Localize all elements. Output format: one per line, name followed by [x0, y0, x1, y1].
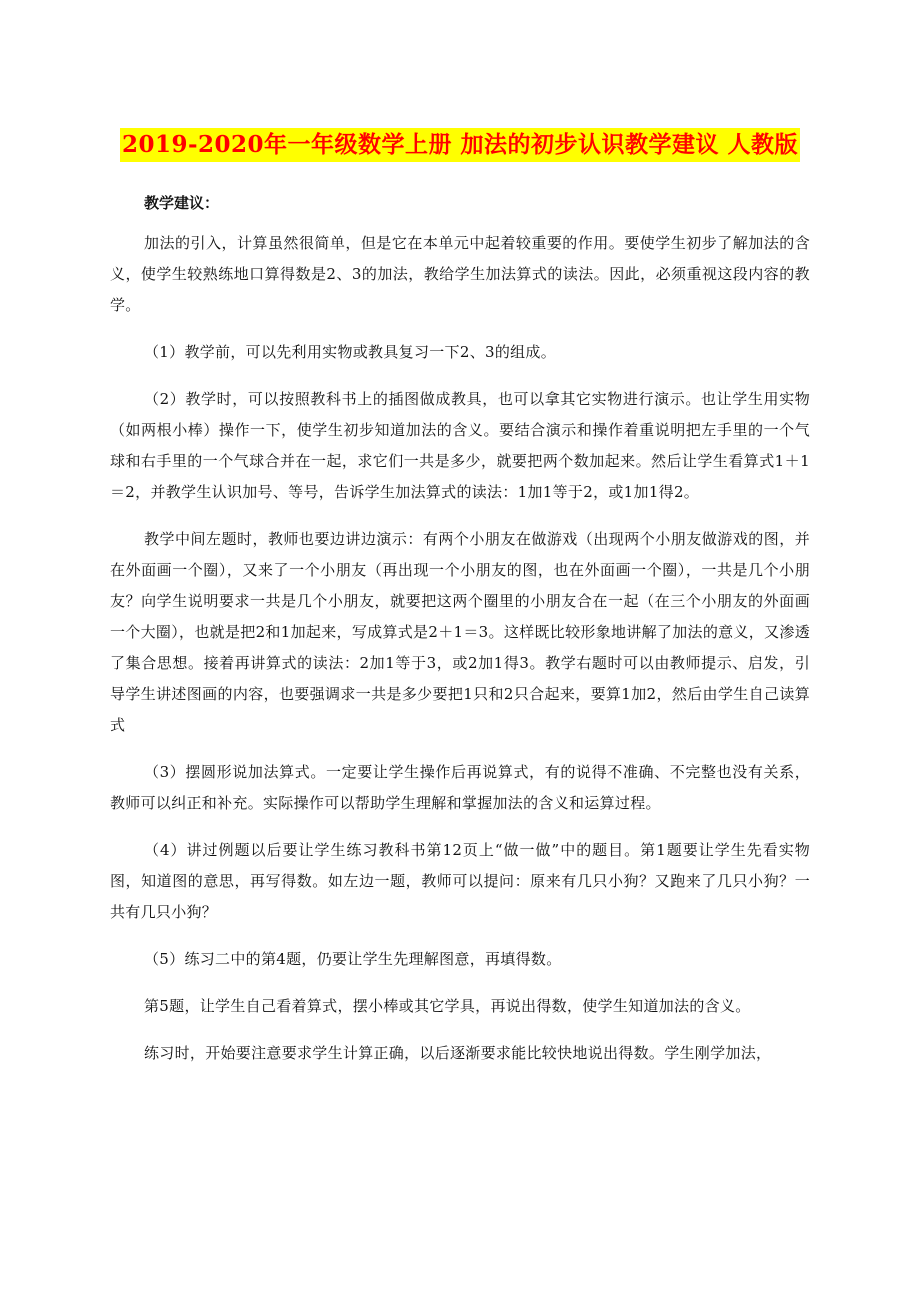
paragraph: 练习时，开始要注意要求学生计算正确，以后逐渐要求能比较快地说出得数。学生刚学加法，: [144, 1044, 772, 1062]
paragraph: （4）讲过例题以后要让学生练习教科书第12页上“做一做”中的题目。第1题要让学生先看实物图，知道图的意思，再写得数。如左边一题，教师可以提问：原来有几只小狗？又跑来了几只小狗？一共有几只小狗？: [110, 841, 810, 921]
paragraph: 第5题，让学生自己看着算式，摆小棒或其它学具，再说出得数，使学生知道加法的含义。: [144, 997, 751, 1015]
paragraph: （5）练习二中的第4题，仍要让学生先理解图意，再填得数。: [144, 950, 562, 968]
document-title: 2019-2020年一年级数学上册 加法的初步认识教学建议 人教版: [120, 128, 800, 162]
title-container: [0, 128, 920, 162]
section-heading: 教学建议：: [144, 194, 220, 212]
paragraph: 教学中间左题时，教师也要边讲边演示：有两个小朋友在做游戏（出现两个小朋友做游戏的图，并在外面画一个圈），又来了一个小朋友（再出现一个小朋友的图，也在外面画一个圈），一共是几个小朋友？向学生说明要求一共是几个小朋友，就要把这两个圈里的小朋友合在一起（在三个小朋友的外面画一个大圈），也就是把2和1加起来，写成算式是2＋1＝3。这样既比较形象地讲解了加法的意义，又渗透了集合思想。接着再讲算式的读法：2加1等于3，或2加1得3。教学右题时可以由教师提示、启发，引导学生讲述图画的内容，也要强调求一共是多少要把1只和2只合起来，要算1加2，然后由学生自己读算式: [110, 530, 810, 734]
paragraph: （3）摆圆形说加法算式。一定要让学生操作后再说算式，有的说得不准确、不完整也没有关系，教师可以纠正和补充。实际操作可以帮助学生理解和掌握加法的含义和运算过程。: [110, 763, 810, 812]
paragraph: （2）教学时，可以按照教科书上的插图做成教具，也可以拿其它实物进行演示。也让学生用实物（如两根小棒）操作一下，使学生初步知道加法的含义。要结合演示和操作着重说明把左手里的一个气球和右手里的一个气球合并在一起，求它们一共是多少，就要把两个数加起来。然后让学生看算式1＋1＝2，并教学生认识加号、等号，告诉学生加法算式的读法：1加1等于2，或1加1得2。: [110, 390, 810, 501]
paragraph: （1）教学前，可以先利用实物或教具复习一下2、3的组成。: [144, 343, 557, 361]
document-body: [110, 188, 810, 1085]
paragraph: 加法的引入，计算虽然很简单，但是它在本单元中起着较重要的作用。要使学生初步了解加法的含义，使学生较熟练地口算得数是2、3的加法，教给学生加法算式的读法。因此，必须重视这段内容的教学。: [110, 234, 810, 314]
